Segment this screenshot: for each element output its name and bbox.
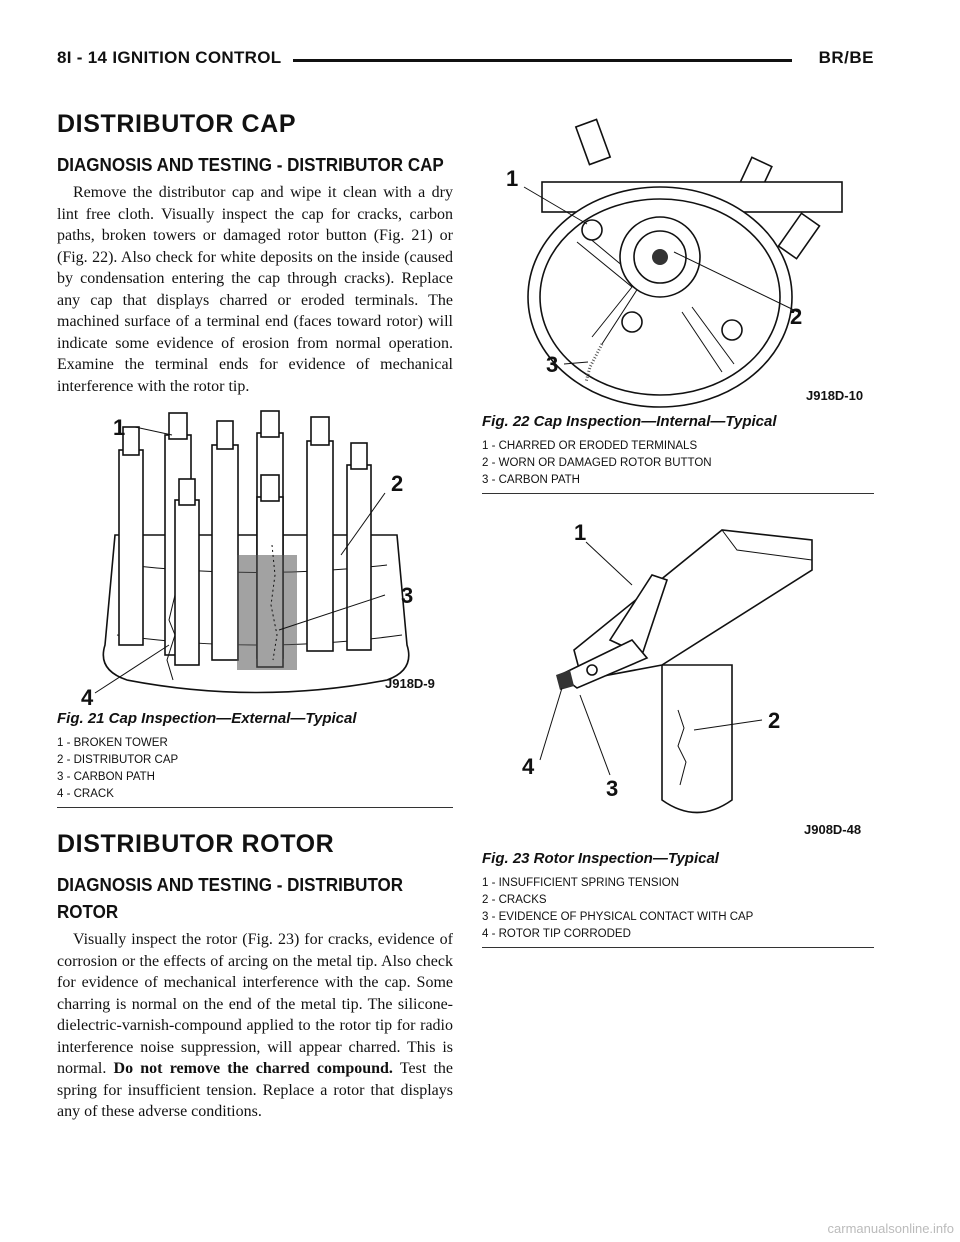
- cap-section-subtitle: DIAGNOSIS AND TESTING - DISTRIBUTOR CAP: [57, 154, 444, 175]
- rotor-section-title: DISTRIBUTOR ROTOR: [57, 830, 335, 858]
- fig22-illustration: [482, 112, 874, 408]
- fig23-callout-2: 2: [768, 708, 781, 733]
- cap-body-text: Remove the distributor cap and wipe it clean with a dry lint free cloth. Visually inspect the cap for cracks, carbon paths, broken towers or damaged rotor button (Fig. 21) or (Fig. 22). Also check for white deposits on the inside (caused by condensation entering the cap through cracks). Replace any cap that displays charred or eroded terminals. The machined surface of a terminal end (faces toward rotor) will indicate some evidence of erosion from normal operation. Examine the terminal ends for evidence of mechanical interference with the rotor tip.: [57, 184, 453, 395]
- fig23-legend-item: 3 - EVIDENCE OF PHYSICAL CONTACT WITH CAP: [482, 911, 754, 923]
- fig21-code: J918D-9: [385, 676, 435, 691]
- fig21-illustration: [57, 405, 453, 705]
- watermark: carmanualsonline.info: [827, 1221, 954, 1236]
- model-code: BR/BE: [818, 48, 874, 67]
- fig22-title: Fig. 22 Cap Inspection—Internal—Typical: [482, 413, 777, 430]
- fig23-legend-item: 2 - CRACKS: [482, 894, 547, 906]
- header-rule: [293, 59, 792, 62]
- fig22: [482, 112, 874, 494]
- fig22-callout-1: 1: [506, 166, 519, 191]
- fig21-rule: [57, 807, 453, 808]
- fig23-rule: [482, 947, 874, 948]
- fig22-rule: [482, 493, 874, 494]
- fig23-illustration: [482, 500, 874, 845]
- fig22-legend-item: 3 - CARBON PATH: [482, 474, 580, 486]
- fig21: [57, 405, 453, 808]
- fig23-callout-1: 1: [574, 520, 587, 545]
- fig21-legend-item: 2 - DISTRIBUTOR CAP: [57, 754, 179, 766]
- left-column: [57, 110, 453, 1123]
- fig21-callout-3: 3: [401, 583, 414, 608]
- fig21-legend-item: 1 - BROKEN TOWER: [57, 737, 168, 749]
- fig21-legend-item: 4 - CRACK: [57, 788, 114, 800]
- page-header: [57, 44, 874, 76]
- rotor-section-subtitle: DIAGNOSIS AND TESTING - DISTRIBUTOR ROTOR: [57, 874, 404, 922]
- fig22-callout-2: 2: [790, 304, 803, 329]
- fig22-code: J918D-10: [806, 388, 864, 403]
- rotor-body-end: Test the spring for insufficient tension. Replace a rotor that displays any of these adverse conditions.: [57, 1060, 454, 1120]
- fig23-callout-4: 4: [522, 754, 535, 779]
- rotor-body-text: [57, 929, 453, 1123]
- cap-section-title: DISTRIBUTOR CAP: [57, 110, 297, 138]
- fig23-legend-item: 1 - INSUFFICIENT SPRING TENSION: [482, 877, 680, 889]
- fig22-legend-item: 2 - WORN OR DAMAGED ROTOR BUTTON: [482, 457, 712, 469]
- fig23: [482, 500, 874, 948]
- fig22-callout-3: 3: [546, 352, 559, 377]
- rotor-body-warning: Do not remove the charred compound.: [113, 1060, 393, 1077]
- fig23-callout-3: 3: [606, 776, 619, 801]
- fig23-legend-item: 4 - ROTOR TIP CORRODED: [482, 928, 631, 940]
- fig23-code: J908D-48: [804, 822, 862, 837]
- fig22-legend-item: 1 - CHARRED OR ERODED TERMINALS: [482, 440, 698, 452]
- fig21-callout-2: 2: [391, 471, 404, 496]
- rotor-body-intro: Visually inspect the rotor (Fig. 23) for cracks, evidence of corrosion or the effects of arcing on the metal tip. Also check for evidence of mechanical interference with the cap. Some charring is normal on the end of the metal tip. The silicone-dielectric-varnish-compound applied to the rotor tip for radio interference noise suppression, will appear charred. This is normal.: [57, 931, 453, 1077]
- fig21-callout-4: 4: [81, 685, 94, 705]
- fig23-title: Fig. 23 Rotor Inspection—Typical: [482, 850, 719, 867]
- fig21-legend-item: 3 - CARBON PATH: [57, 771, 155, 783]
- fig21-callout-1: 1: [113, 415, 126, 440]
- page-section: 8I - 14 IGNITION CONTROL: [57, 48, 282, 67]
- fig21-title: Fig. 21 Cap Inspection—External—Typical: [57, 710, 357, 727]
